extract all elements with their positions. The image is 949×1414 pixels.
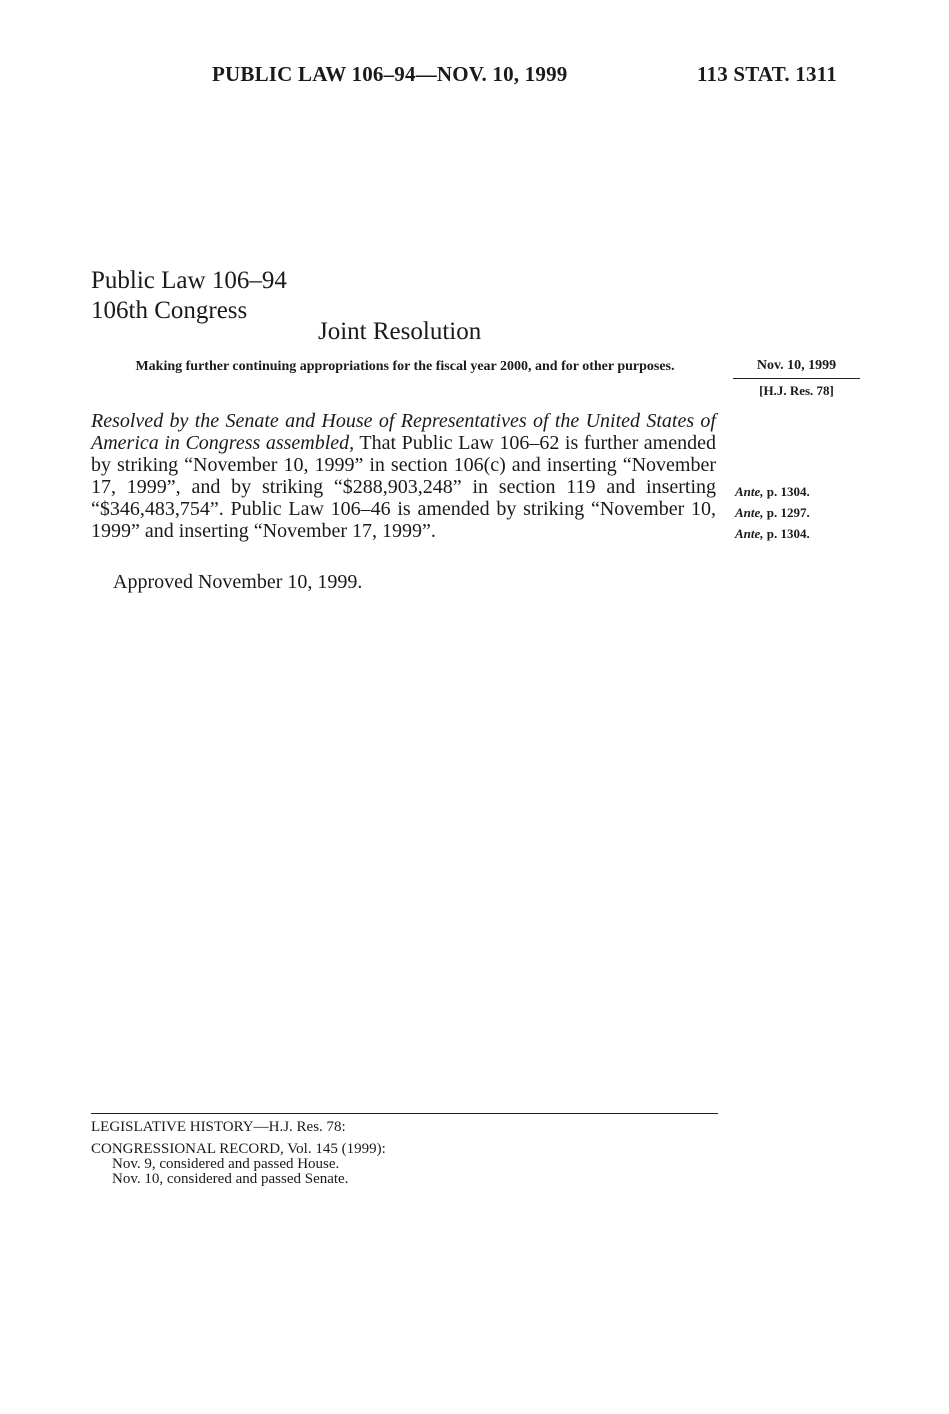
margin-note-ref: Ante, bbox=[735, 484, 764, 499]
running-head-law: PUBLIC LAW 106–94—NOV. 10, 1999 bbox=[212, 62, 568, 86]
congressional-record-line: CONGRESSIONAL RECORD, Vol. 145 (1999): bbox=[91, 1141, 386, 1157]
running-head bbox=[0, 62, 949, 90]
resolution-body bbox=[91, 410, 716, 542]
public-law-number: Public Law 106–94 bbox=[91, 267, 287, 294]
congress-number: 106th Congress bbox=[91, 297, 248, 324]
legislative-history-heading: LEGISLATIVE HISTORY—H.J. Res. 78: bbox=[91, 1119, 346, 1135]
margin-note-page: p. 1304. bbox=[763, 484, 810, 499]
margin-note-ref: Ante, bbox=[735, 526, 764, 541]
approval-line: Approved November 10, 1999. bbox=[113, 571, 363, 593]
margin-note-ref: Ante, bbox=[735, 505, 764, 520]
enacting-clause: Resolved by the Senate and House of Representatives of the United States of America in Congress assembled, bbox=[91, 410, 716, 454]
margin-note-page: p. 1297. bbox=[763, 505, 810, 520]
resolution-number: [H.J. Res. 78] bbox=[759, 383, 834, 398]
margin-note bbox=[735, 502, 810, 523]
margin-notes bbox=[735, 481, 810, 544]
footer-divider bbox=[91, 1113, 718, 1114]
title-block bbox=[91, 266, 287, 326]
running-head-stat-page: 113 STAT. 1311 bbox=[697, 62, 837, 86]
document-type-heading: Joint Resolution bbox=[318, 318, 482, 345]
enactment-date: Nov. 10, 1999 bbox=[733, 358, 860, 379]
history-entry: Nov. 10, considered and passed Senate. bbox=[112, 1171, 349, 1187]
resolution-text: That Public Law 106–62 is further amended by striking “November 10, 1999” in section 106(c) and inserting “November 17, 1999”, and by striking “$288,903,248” in section 119 and inserting “$346,483,754”. Public Law 106–46 is amended by striking “November 10, 1999” and inserting “November 17, 1999”. bbox=[91, 432, 716, 542]
purpose-statement: Making further continuing appropriations for the fiscal year 2000, and for other purposes. bbox=[135, 359, 675, 374]
margin-note bbox=[735, 481, 810, 502]
history-entry: Nov. 9, considered and passed House. bbox=[112, 1156, 340, 1172]
margin-note bbox=[735, 523, 810, 544]
margin-note-page: p. 1304. bbox=[763, 526, 810, 541]
legislative-history bbox=[91, 1120, 386, 1187]
side-date-box bbox=[733, 358, 860, 399]
